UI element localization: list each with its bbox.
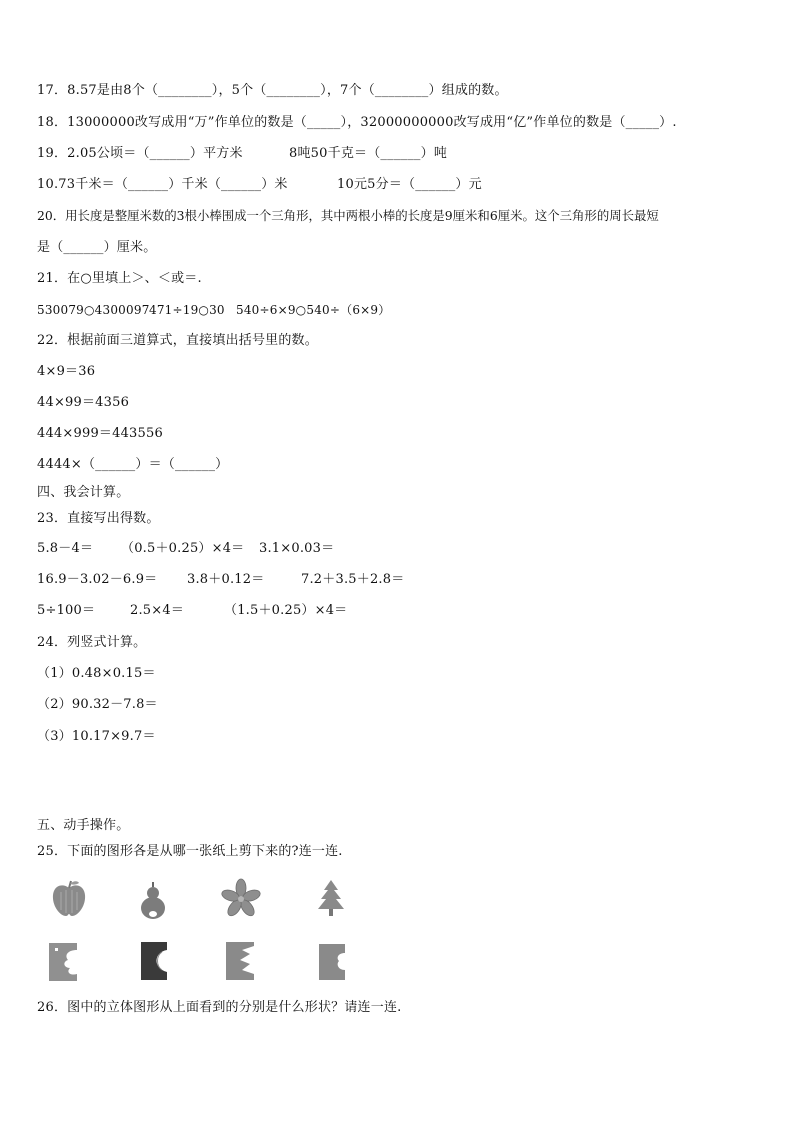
paper-crescent-cutout-icon[interactable] <box>132 938 178 984</box>
q19-km-conversion: 10.73千米＝（______）千米（______）米 <box>37 177 288 192</box>
question-23-title: 23．直接写出得数。 <box>37 511 160 526</box>
q25-paper-sheets-row <box>0 934 794 994</box>
q19-ton-conversion: 8吨50千克＝（______）吨 <box>289 146 448 161</box>
tree-icon[interactable] <box>308 876 354 922</box>
flower-icon[interactable] <box>218 876 264 922</box>
q23-item: 3.1×0.03＝ <box>259 541 335 556</box>
q22-equation-2: 44×99＝4356 <box>37 395 130 410</box>
q23-item: 3.8＋0.12＝ <box>187 572 265 587</box>
question-20-line-2: 是（______）厘米。 <box>37 240 157 255</box>
q21-compare-c: 540÷6×9○540÷（6×9） <box>236 303 391 317</box>
question-17: 17．8.57是由8个（________），5个（________），7个（________）组成的数。 <box>37 83 508 98</box>
section-5-heading: 五、动手操作。 <box>37 818 130 833</box>
paper-zigzag-cutout-icon[interactable] <box>220 938 266 984</box>
q22-equation-3: 444×999＝443556 <box>37 426 163 441</box>
question-24-title: 24．列竖式计算。 <box>37 635 147 650</box>
q21-compare-b: 471÷19○30 <box>149 303 225 317</box>
section-4-heading: 四、我会计算。 <box>37 485 130 500</box>
question-26-title: 26．图中的立体图形从上面看到的分别是什么形状？请连一连. <box>37 1000 402 1015</box>
q25-cut-shapes-row <box>0 872 794 932</box>
q23-item: 2.5×4＝ <box>130 603 185 618</box>
q21-compare-a: 530079○4300097 <box>37 303 150 317</box>
q23-item: 16.9－3.02－6.9＝ <box>37 572 158 587</box>
q23-item: 5÷100＝ <box>37 603 96 618</box>
q22-equation-4: 4444×（______）＝（______） <box>37 457 229 472</box>
q24-item-2: （2）90.32－7.8＝ <box>37 697 158 712</box>
question-20-line-1: 20．用长度是整厘米数的3根小棒围成一个三角形，其中两根小棒的长度是9厘米和6厘米。这个三角形的周长最短 <box>37 208 659 223</box>
q23-item: （0.5＋0.25）×4＝ <box>121 541 245 556</box>
gourd-icon[interactable] <box>129 878 175 924</box>
q24-item-3: （3）10.17×9.7＝ <box>37 729 156 744</box>
paper-semicircle-cutout-icon[interactable] <box>311 938 357 984</box>
question-18: 18．13000000改写成用“万”作单位的数是（_____），32000000000改写成用“亿”作单位的数是（_____）. <box>37 115 677 130</box>
q23-item: （1.5＋0.25）×4＝ <box>224 603 348 618</box>
q22-equation-1: 4×9＝36 <box>37 364 96 379</box>
q23-item: 7.2＋3.5＋2.8＝ <box>301 572 405 587</box>
q24-item-1: （1）0.48×0.15＝ <box>37 666 156 681</box>
paper-leaf-cutout-icon[interactable] <box>44 938 90 984</box>
question-22-title: 22．根据前面三道算式，直接填出括号里的数。 <box>37 333 318 348</box>
q23-item: 5.8－4＝ <box>37 541 94 556</box>
q19-hectare-conversion: 19．2.05公顷＝（______）平方米 <box>37 146 243 161</box>
question-25-title: 25．下面的图形各是从哪一张纸上剪下来的?连一连. <box>37 844 343 859</box>
apple-icon[interactable] <box>46 876 92 922</box>
question-21-title: 21．在○里填上＞、＜或＝. <box>37 271 202 286</box>
q19-yuan-conversion: 10元5分＝（______）元 <box>337 177 482 192</box>
